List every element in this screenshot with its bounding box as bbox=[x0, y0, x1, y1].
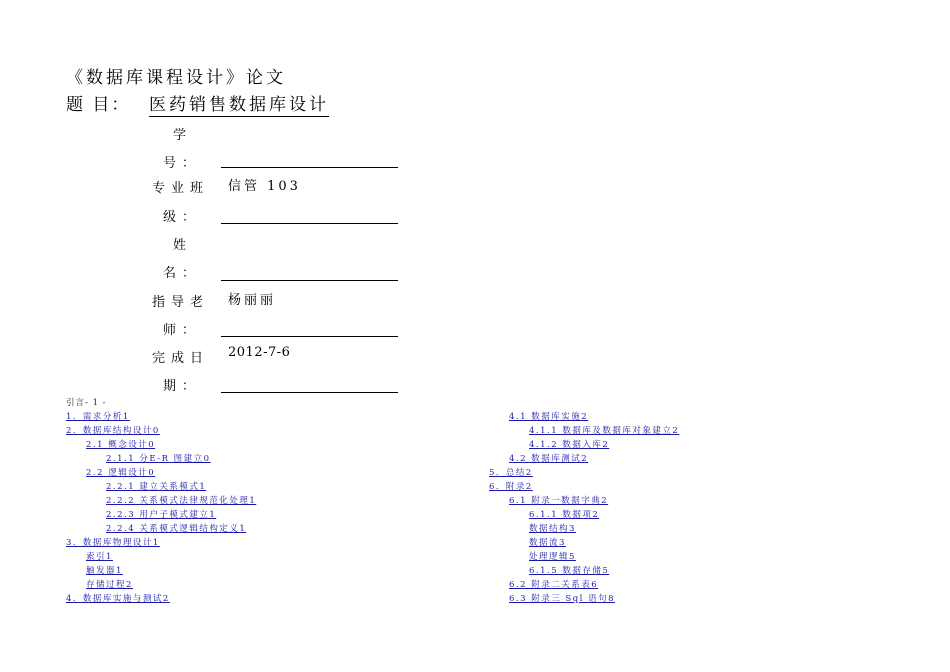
toc-link-5[interactable]: 5．总结2 bbox=[489, 468, 533, 478]
toc-link-6-1-flow[interactable]: 数据流3 bbox=[529, 538, 566, 548]
toc-link-4[interactable]: 4．数据库实施与测试2 bbox=[66, 594, 170, 604]
advisor-value: 杨丽丽 bbox=[228, 293, 277, 308]
toc-link-6-1-logic[interactable]: 处理逻辑5 bbox=[529, 552, 576, 562]
toc-link-3-trigger[interactable]: 触发器1 bbox=[86, 566, 123, 576]
topic-value: 医药销售数据库设计 bbox=[149, 90, 329, 117]
toc-link-6-1-structure[interactable]: 数据结构3 bbox=[529, 524, 576, 534]
name-label-line1: 姓 bbox=[173, 238, 193, 253]
toc-link-2-2-2[interactable]: 2.2.2 关系模式法律规范化处理1 bbox=[106, 496, 257, 506]
toc-link-3-index[interactable]: 索引1 bbox=[86, 552, 113, 562]
toc-intro: 引言- 1 - bbox=[66, 398, 107, 408]
toc-link-1[interactable]: 1．需求分析1 bbox=[66, 412, 130, 422]
toc-link-2-2-3[interactable]: 2.2.3 用户子模式建立1 bbox=[106, 510, 217, 520]
toc-link-2-1[interactable]: 2.1 概念设计0 bbox=[86, 440, 156, 450]
advisor-label-line2: 师： bbox=[163, 323, 202, 338]
toc-link-2-1-1[interactable]: 2.1.1 分E-R 图建立0 bbox=[106, 454, 211, 464]
toc-link-2-2[interactable]: 2.2 逻辑设计0 bbox=[86, 468, 156, 478]
toc-link-4-1-2[interactable]: 4.1.2 数据入库2 bbox=[529, 440, 610, 450]
document-title: 《数据库课程设计》论文 bbox=[66, 68, 286, 88]
date-underline bbox=[221, 392, 398, 393]
student-id-label-line1: 学 bbox=[173, 128, 193, 143]
toc-link-6-3[interactable]: 6.3 附录三 Sql 语句8 bbox=[509, 594, 616, 604]
date-label-line2: 期： bbox=[163, 379, 202, 394]
advisor-label-line1: 指导老 bbox=[152, 295, 210, 310]
student-id-label-line2: 号： bbox=[163, 156, 202, 171]
toc-link-4-1-1[interactable]: 4.1.1 数据库及数据库对象建立2 bbox=[529, 426, 680, 436]
toc-link-6[interactable]: 6．附录2 bbox=[489, 482, 533, 492]
major-class-underline bbox=[221, 223, 398, 224]
name-underline bbox=[221, 280, 398, 281]
toc-link-6-2[interactable]: 6.2 附录二关系表6 bbox=[509, 580, 599, 590]
toc-link-2[interactable]: 2．数据库结构设计0 bbox=[66, 426, 160, 436]
toc-link-4-2[interactable]: 4.2 数据库测试2 bbox=[509, 454, 589, 464]
toc-link-6-1-1[interactable]: 6.1.1 数据项2 bbox=[529, 510, 600, 520]
date-value: 2012-7-6 bbox=[228, 345, 291, 360]
name-label-line2: 名： bbox=[163, 266, 202, 281]
major-class-label-line1: 专业班 bbox=[152, 181, 210, 196]
major-class-label-line2: 级： bbox=[163, 210, 202, 225]
toc-link-3-procedure[interactable]: 存储过程2 bbox=[86, 580, 133, 590]
toc-link-2-2-4[interactable]: 2.2.4 关系模式逻辑结构定义1 bbox=[106, 524, 247, 534]
student-id-underline bbox=[221, 167, 398, 168]
date-label-line1: 完成日 bbox=[152, 351, 210, 366]
toc-link-3[interactable]: 3．数据库物理设计1 bbox=[66, 538, 160, 548]
advisor-underline bbox=[221, 336, 398, 337]
topic-label: 题 目： bbox=[66, 95, 131, 115]
toc-link-4-1[interactable]: 4.1 数据库实施2 bbox=[509, 412, 589, 422]
toc-link-2-2-1[interactable]: 2.2.1 建立关系模式1 bbox=[106, 482, 207, 492]
major-class-value: 信管 103 bbox=[228, 179, 301, 194]
toc-link-6-1[interactable]: 6.1 附录一数据字典2 bbox=[509, 496, 609, 506]
toc-link-6-1-5[interactable]: 6.1.5 数据存储5 bbox=[529, 566, 610, 576]
